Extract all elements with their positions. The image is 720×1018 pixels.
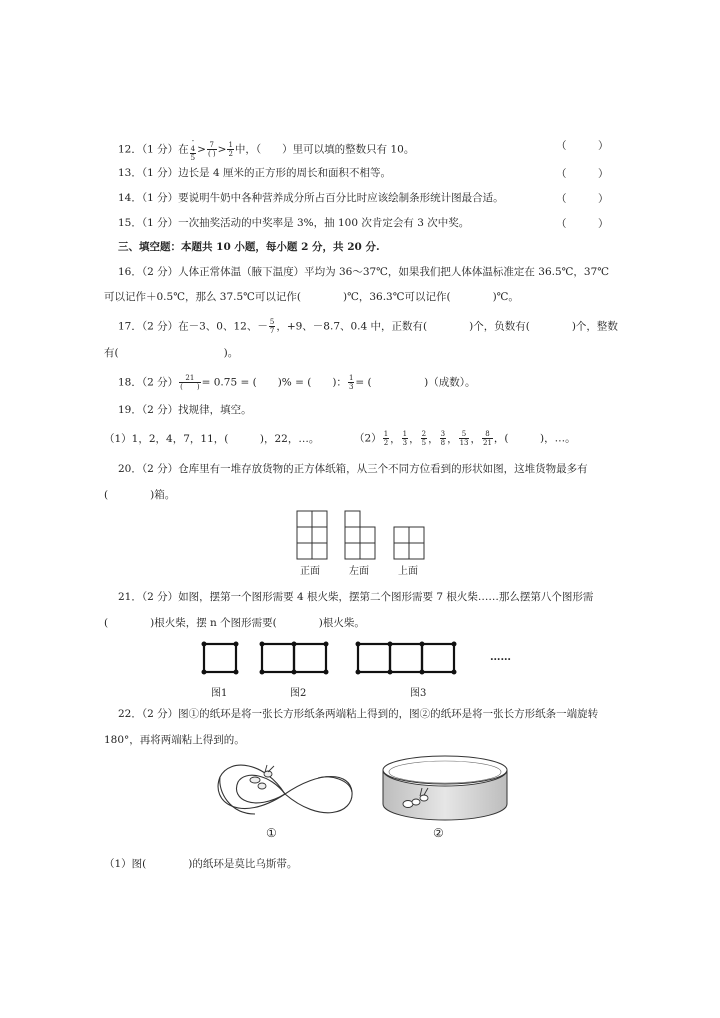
question-points: （1 分） [141,192,179,204]
mobius-band-image [210,752,360,832]
question-16-line2: 可以记作＋0.5℃，那么 37.5℃可以记作( )℃，36.3℃可以记作( )℃。 [104,291,519,303]
fraction: $\frac{8}{21}$ [482,430,492,447]
fraction: - 4 5 [190,137,196,162]
question-text: 边长是 4 厘米的正方形的周长和面积不相等。 [178,167,392,179]
matchstick-figures [200,640,480,678]
cube-views-figure [296,510,456,562]
fraction: $\frac{5}{13}$ [459,430,469,447]
question-12: 12．（1 分）在- 4 5 > $\frac{7}{( )}$ > $\frac{1}{2}$ 中，（ ）里可以填的整数只有 10。 [118,137,415,162]
label-circle-2: ② [433,826,444,840]
answer-blank[interactable]: （ ） [556,218,609,230]
question-13 [118,166,391,180]
question-number: 15． [118,217,142,229]
ellipsis: …… [490,651,511,663]
question-15 [118,216,469,230]
question-points: （1 分） [141,143,179,156]
fraction: $\frac{2}{5}$ [421,430,427,447]
question-number: 13． [118,167,142,179]
view-label-top: 上面 [398,566,418,577]
label-circle-1: ① [266,826,277,840]
fraction-sequence: $\frac{1}{2}$ ， $\frac{1}{3}$ ， $\frac{2}{5}$ ， $\frac{3}{8}$ ， $\frac{5}{13}$ ， $\frac{8}{21}$ [383,430,492,447]
question-19-part2: （2） $\frac{1}{2}$ ， $\frac{1}{3}$ ， $\frac{2}{5}$ ， $\frac{3}{8}$ ， $\frac{5}{13}$ ， $\frac{8}{21}$ ，( )，…。 [354,430,576,447]
question-21-line1: 21．（2 分）如图，摆第一个图形需要 4 根火柴，摆第二个图形需要 7 根火柴……那么摆第八个图形需 [118,591,594,603]
fig-label-1: 图1 [211,688,228,699]
fraction: $\frac{1}{2}$ [383,430,389,447]
fraction: $\frac{3}{8}$ [440,430,446,447]
answer-blank[interactable]: （ ） [556,193,609,205]
question-text: 在 [178,143,189,156]
fraction: $\frac{1}{2}$ [228,141,233,158]
question-17-line2: 有( )。 [104,347,239,359]
question-16-line1: 16．（2 分）人体正常体温（腋下温度）平均为 36～37℃，如果我们把人体体温标准定在 36.5℃，37℃ [118,266,610,278]
question-18: 18．（2 分） $\frac{21}{( )}$ = 0.75 = ( )% = ( )： $\frac{1}{3}$ = ( )（成数）。 [118,374,476,391]
question-number: 14． [118,192,142,204]
question-22-line2: 180°，再将两端粘上得到的。 [104,734,245,746]
question-19: 19．（2 分）找规律，填空。 [118,404,252,416]
question-14 [118,191,504,205]
question-number: 12． [118,143,142,156]
question-21-line2: ( )根火柴，摆 n 个图形需要( )根火柴。 [104,617,365,629]
question-17-line1: 17．（2 分）在－3、0、12、－ $\frac{5}{7}$ ，+9、－8.7、0.4 中，正数有( )个，负数有( )个，整数 [118,318,618,335]
question-22-part1: （1）图( )的纸环是莫比乌斯带。 [104,858,298,870]
fraction: $\frac{5}{7}$ [269,318,275,335]
question-22-line1: 22．（2 分）图①的纸环是将一张长方形纸条两端粘上得到的，图②的纸环是将一张长方形纸条一端旋转 [118,708,599,720]
answer-blank[interactable]: （ ） [556,140,609,152]
fraction: $\frac{7}{( )}$ [207,141,216,158]
question-text: 一次抽奖活动的中奖率是 3%，抽 100 次肯定会有 3 次中奖。 [178,217,470,229]
question-19-part1: （1）1，2，4，7，11，( )，22，…。 [104,433,320,445]
question-text: 要说明牛奶中各种营养成分所占百分比时应该绘制条形统计图最合适。 [178,192,504,204]
fraction: $\frac{1}{3}$ [402,430,408,447]
answer-blank[interactable]: （ ） [556,168,609,180]
fig-label-2: 图2 [290,688,307,699]
cylinder-band-image [380,752,510,832]
question-20-line2: ( )箱。 [104,489,176,501]
question-20-line1: 20．（2 分）仓库里有一堆存放货物的正方体纸箱，从三个不同方位看到的形状如图，这堆货物最多有 [118,463,588,475]
fraction: $\frac{21}{( )}$ [180,374,200,391]
view-label-left: 左面 [349,566,369,577]
fig-label-3: 图3 [410,688,427,699]
view-label-front: 正面 [300,566,320,577]
question-text: 中，（ ）里可以填的整数只有 10。 [234,143,415,156]
question-points: （1 分） [141,217,179,229]
section-heading: 三、填空题：本题共 10 小题，每小题 2 分，共 20 分. [118,241,380,253]
question-points: （1 分） [141,167,179,179]
fraction: $\frac{1}{3}$ [348,374,354,391]
